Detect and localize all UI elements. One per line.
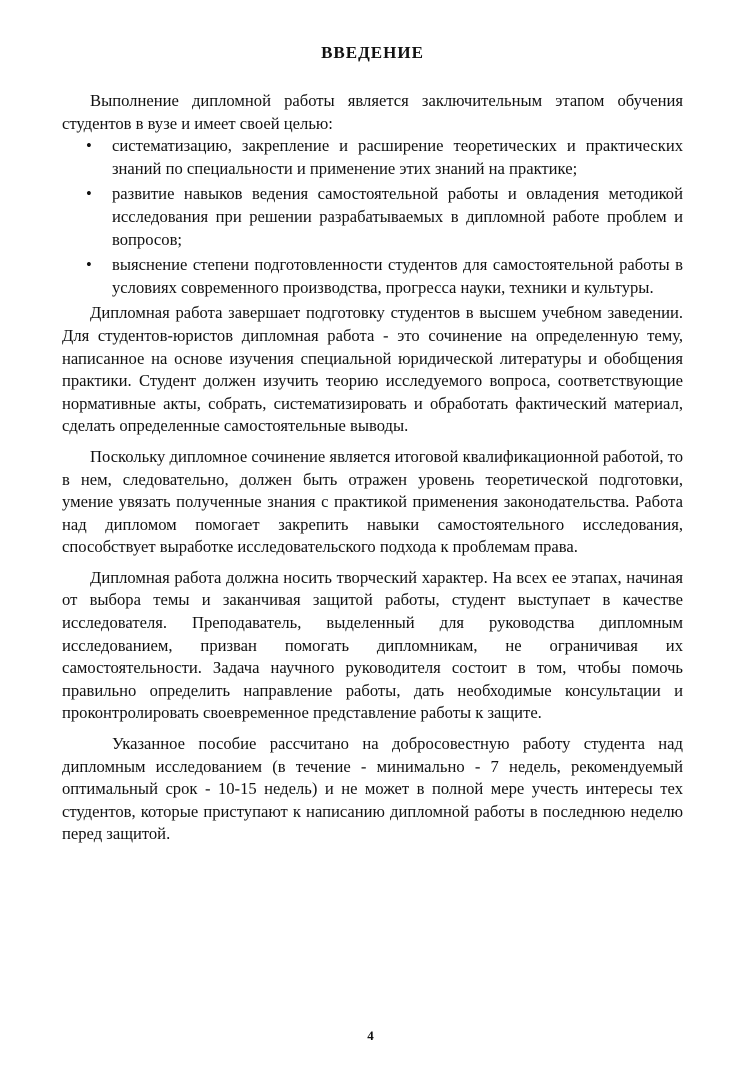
body-paragraph: Дипломная работа должна носить творческий характер. На всех ее этапах, начиная от выбора темы и заканчивая защитой работы, студент выступает в качестве исследователя. Преподаватель, выделенный для руководства дипломным исследованием, призван помогать дипломникам, не ограничивая их самостоятельности. Задача научного руководителя состоит в том, чтобы помочь правильно определить направление работы, дать необходимые консультации и проконтролировать своевременное представление работы к защите. bbox=[62, 567, 683, 723]
list-item: • выяснение степени подготовленности студентов для самостоятельной работы в условиях современного производства, прогресса науки, техники и культуры. bbox=[112, 254, 683, 299]
list-item: • систематизацию, закрепление и расширение теоретических и практических знаний по специальности и применение этих знаний на практике; bbox=[112, 135, 683, 180]
list-item: • развитие навыков ведения самостоятельной работы и овладения методикой исследования при решении разрабатываемых в дипломной работе проблем и вопросов; bbox=[112, 183, 683, 251]
body-paragraph: Дипломная работа завершает подготовку студентов в высшем учебном заведении. Для студентов-юристов дипломная работа - это сочинение на определенную тему, написанное на основе изучения специальной юридической литературы и обобщения практики. Студент должен изучить теорию исследуемого вопроса, соответствующие нормативные акты, собрать, систематизировать и обработать фактический материал, сделать определенные самостоятельные выводы. bbox=[62, 303, 683, 436]
body-paragraph: Поскольку дипломное сочинение является итоговой квалификационной работой, то в нем, следовательно, должен быть отражен уровень теоретической подготовки, умение увязать полученные знания с практикой применения законодательства. Работа над дипломом помогает закрепить навыки самостоятельного исследования, способствует выработке исследовательского подхода к проблемам права. bbox=[62, 446, 683, 557]
body-paragraph: Указанное пособие рассчитано на добросовестную работу студента над дипломным исследованием (в течение - минимально - 7 недель, рекомендуемый оптимальный срок - 10-15 недель) и не может в полной мере учесть интересы тех студентов, которые приступают к написанию дипломной работы в последнюю неделю перед защитой. bbox=[62, 734, 683, 844]
intro-paragraph: Выполнение дипломной работы является заключительным этапом обучения студентов в вузе и имеет своей целью: bbox=[62, 91, 683, 133]
goals-list bbox=[62, 135, 683, 299]
page-title: ВВЕДЕНИЕ bbox=[321, 43, 424, 62]
page-number: 4 bbox=[367, 1028, 374, 1043]
